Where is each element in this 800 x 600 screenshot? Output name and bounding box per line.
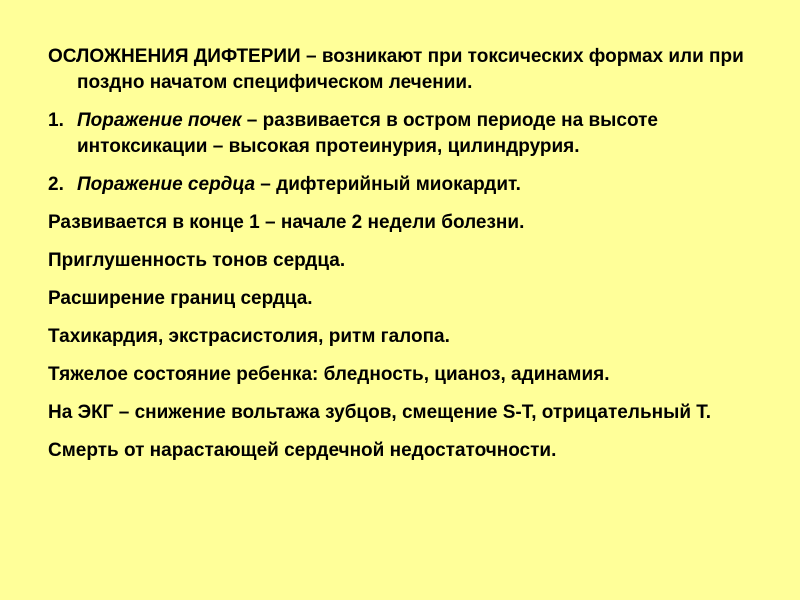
heart-damage-item — [48, 172, 760, 198]
kidney-damage-lead: Поражение почек — [77, 110, 242, 131]
tachycardia-paragraph: Тахикардия, экстрасистолия, ритм галопа. — [48, 326, 450, 347]
list-number: 2. — [48, 174, 64, 195]
complications-heading-paragraph — [48, 44, 760, 96]
heart-damage-text: – дифтерийный миокардит. — [255, 174, 521, 195]
kidney-damage-item — [48, 108, 760, 160]
child-condition-paragraph: Тяжелое состояние ребенка: бледность, цианоз, адинамия. — [48, 364, 610, 385]
muffled-heart-tones-paragraph: Приглушенность тонов сердца. — [48, 250, 346, 271]
kidney-damage-text: – развивается в остром периоде на высоте интоксикации – высокая протеинурия, цилиндрурия. — [77, 110, 658, 157]
complications-heading-text: – возникают при токсических формах или при поздно начатом специфическом лечении. — [77, 46, 744, 93]
heart-damage-lead: Поражение сердца — [77, 174, 256, 195]
onset-paragraph: Развивается в конце 1 – начале 2 недели болезни. — [48, 212, 525, 233]
death-paragraph: Смерть от нарастающей сердечной недостаточности. — [48, 440, 557, 461]
heart-borders-paragraph: Расширение границ сердца. — [48, 288, 313, 309]
list-number: 1. — [48, 110, 64, 131]
complications-heading-lead: ОСЛОЖНЕНИЯ ДИФТЕРИИ — [48, 46, 301, 67]
ecg-paragraph: На ЭКГ – снижение вольтажа зубцов, смещение S-T, отрицательный T. — [48, 402, 712, 423]
